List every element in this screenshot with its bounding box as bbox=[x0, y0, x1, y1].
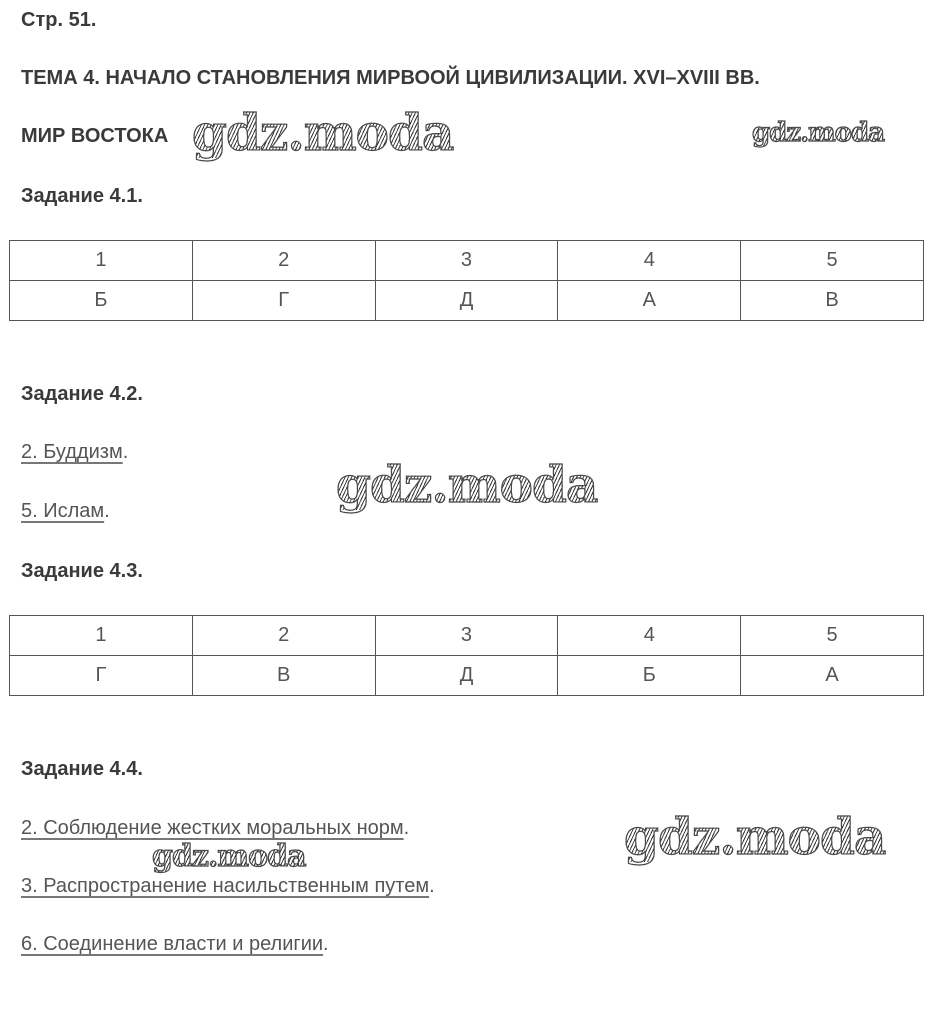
answer-punct: . bbox=[429, 875, 435, 897]
task-4-4-answer-3 bbox=[21, 932, 329, 956]
table-cell: 4 bbox=[558, 616, 741, 656]
task-4-3-title: Задание 4.3. bbox=[21, 560, 143, 582]
table-answer-row bbox=[10, 656, 924, 696]
table-cell: 1 bbox=[10, 616, 193, 656]
subtopic-title: МИР ВОСТОКА bbox=[21, 125, 169, 147]
table-cell: 2 bbox=[192, 241, 375, 281]
answer-text: 6. Соединение власти и религии bbox=[21, 933, 324, 955]
task-4-1-title: Задание 4.1. bbox=[21, 185, 143, 207]
table-cell: 2 bbox=[192, 616, 375, 656]
table-cell: Д bbox=[375, 656, 558, 696]
answer-text: 5. Ислам bbox=[21, 500, 105, 522]
table-cell: 5 bbox=[741, 241, 924, 281]
table-cell: 5 bbox=[741, 616, 924, 656]
table-header-row bbox=[10, 241, 924, 281]
table-cell: Д bbox=[375, 281, 558, 321]
task-4-4-answer-1 bbox=[21, 816, 409, 840]
table-cell: В bbox=[741, 281, 924, 321]
answer-text: 2. Соблюдение жестких моральных норм bbox=[21, 817, 404, 839]
answer-text: 2. Буддизм bbox=[21, 441, 123, 463]
table-cell: 3 bbox=[375, 241, 558, 281]
watermark-logo: gdz.moda bbox=[192, 103, 454, 162]
task-4-3-table bbox=[9, 615, 924, 696]
table-answer-row bbox=[10, 281, 924, 321]
answer-punct: . bbox=[323, 933, 329, 955]
topic-title: ТЕМА 4. НАЧАЛО СТАНОВЛЕНИЯ МИРВООЙ ЦИВИЛИЗАЦИИ. XVI–XVIII ВВ. bbox=[21, 67, 760, 89]
table-cell: 4 bbox=[558, 241, 741, 281]
table-cell: А bbox=[558, 281, 741, 321]
answer-text: 3. Распространение насильственным путем bbox=[21, 875, 430, 897]
table-cell: 3 bbox=[375, 616, 558, 656]
watermark-logo: gdz.moda bbox=[752, 118, 885, 148]
table-cell: Г bbox=[192, 281, 375, 321]
task-4-4-answer-2 bbox=[21, 874, 435, 898]
table-cell: Б bbox=[558, 656, 741, 696]
page-reference: Стр. 51. bbox=[21, 9, 97, 31]
watermark-logo: gdz.moda bbox=[624, 807, 886, 866]
watermark-logo: gdz.moda bbox=[336, 455, 598, 514]
task-4-2-answer-1 bbox=[21, 440, 128, 464]
table-cell: А bbox=[741, 656, 924, 696]
task-4-1-table bbox=[9, 240, 924, 321]
table-cell: Г bbox=[10, 656, 193, 696]
table-cell: В bbox=[192, 656, 375, 696]
watermark-logo: gdz.moda bbox=[152, 839, 306, 874]
answer-punct: . bbox=[122, 441, 129, 463]
answer-punct: . bbox=[403, 817, 410, 839]
table-header-row bbox=[10, 616, 924, 656]
task-4-4-title: Задание 4.4. bbox=[21, 758, 143, 780]
task-4-2-answer-2 bbox=[21, 499, 110, 523]
answer-punct: . bbox=[104, 500, 110, 522]
task-4-2-title: Задание 4.2. bbox=[21, 383, 143, 405]
table-cell: 1 bbox=[10, 241, 193, 281]
table-cell: Б bbox=[10, 281, 193, 321]
